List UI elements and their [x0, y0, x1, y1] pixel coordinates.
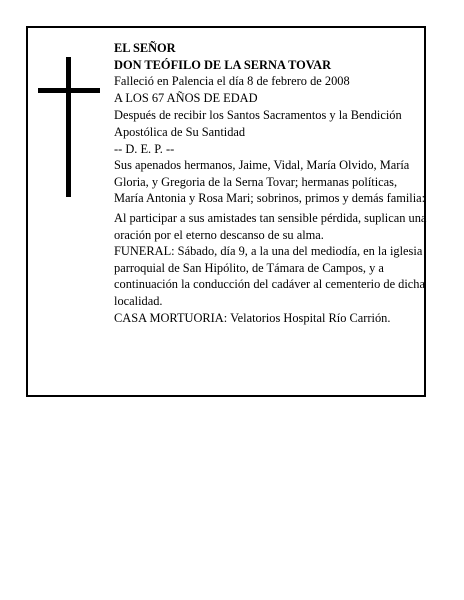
cross-icon: [38, 57, 100, 197]
family-paragraph: Sus apenados hermanos, Jaime, Vidal, María Olvido, María Gloria, y Gregoria de la Serna Tovar; hermanas políticas, María Antonia y Rosa Mari; sobrinos, primos y demás familia:: [114, 158, 426, 206]
cross-horizontal-bar: [38, 88, 100, 93]
cross-vertical-bar: [66, 57, 71, 197]
notice-title: EL SEÑOR: [114, 41, 176, 55]
mortuary-line: CASA MORTUORIA: Velatorios Hospital Río Carrión.: [114, 310, 391, 325]
request-paragraph: Al participar a sus amistades tan sensible pérdida, suplican una oración por el eterno descanso de su alma.: [114, 210, 427, 242]
deceased-name: DON TEÓFILO DE LA SERNA TOVAR: [114, 57, 332, 72]
obituary-notice: [26, 26, 426, 397]
death-info: Falleció en Palencia el día 8 de febrero de 2008: [114, 74, 350, 89]
age-line: A LOS 67 AÑOS DE EDAD: [114, 90, 258, 105]
sacraments-paragraph: Después de recibir los Santos Sacramentos y la Bendición Apostólica de Su Santidad: [114, 108, 402, 139]
notice-text: [114, 40, 428, 326]
rip-line: -- D. E. P. --: [114, 141, 175, 156]
funeral-paragraph: FUNERAL: Sábado, día 9, a la una del mediodía, en la iglesia parroquial de San Hipólito, de Támara de Campos, y a continuación la conducción del cadáver al cementerio de dicha localidad.: [114, 244, 425, 308]
